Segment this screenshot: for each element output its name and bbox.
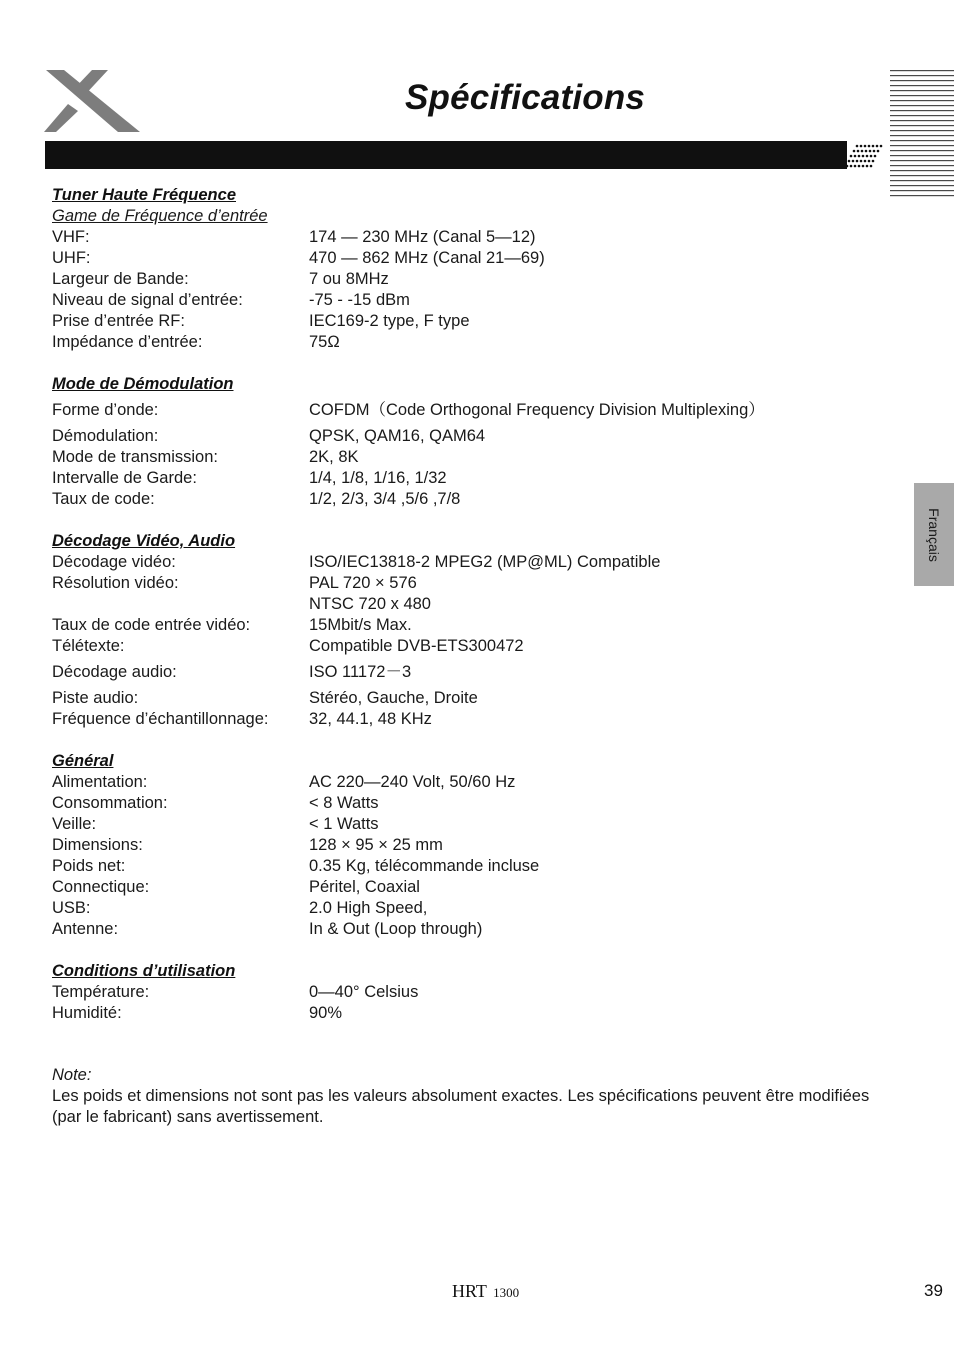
spec-label: Alimentation: [52, 773, 148, 791]
spec-label: Taux de code: [52, 490, 155, 508]
spec-label: Fréquence d’échantillonnage: [52, 710, 269, 728]
spec-row [52, 856, 892, 877]
page-title: Spécifications [405, 78, 646, 117]
spec-label: Mode de transmission: [52, 448, 218, 466]
x-brand-logo-icon [44, 68, 144, 136]
spec-label: Antenne: [52, 920, 119, 938]
spec-row [52, 447, 892, 468]
spec-value: 0.35 Kg, télécommande incluse [309, 857, 540, 875]
spec-value: Compatible DVB-ETS300472 [309, 637, 524, 655]
spec-row [52, 400, 892, 421]
spec-label: Démodulation: [52, 427, 159, 445]
spec-row [52, 877, 892, 898]
spec-row [52, 332, 892, 353]
spec-value: ISO 11172－3 [309, 663, 412, 681]
spec-label: VHF: [52, 228, 90, 246]
spec-row [52, 1003, 892, 1024]
spec-label: Température: [52, 983, 150, 1001]
spec-row [52, 426, 892, 447]
spec-value: NTSC 720 x 480 [309, 595, 431, 613]
spec-row [52, 662, 892, 683]
spec-value: PAL 720 × 576 [309, 574, 417, 592]
section-video-audio [52, 531, 892, 730]
language-tab [914, 483, 954, 586]
spec-row [52, 615, 892, 636]
spec-row [52, 552, 892, 573]
spec-value: < 8 Watts [309, 794, 379, 812]
spec-label: Piste audio: [52, 689, 139, 707]
spec-label: Impédance d’entrée: [52, 333, 203, 351]
spec-label [52, 594, 309, 615]
spec-value: 1/4, 1/8, 1/16, 1/32 [309, 469, 447, 487]
section-general [52, 751, 892, 940]
section-title: Général [52, 752, 114, 770]
spec-content [52, 185, 892, 1045]
spec-label: UHF: [52, 249, 91, 267]
spec-label: Dimensions: [52, 836, 143, 854]
spec-value: -75 - -15 dBm [309, 291, 410, 309]
spec-label: Prise d’entrée RF: [52, 312, 185, 330]
spec-value: 1/2, 2/3, 3/4 ,5/6 ,7/8 [309, 490, 461, 508]
note-text: Les poids et dimensions not sont pas les valeurs absolument exactes. Les spécifications peuvent être modifiées (par le fabricant) sans avertissement. [52, 1087, 870, 1126]
spec-row [52, 269, 892, 290]
spec-row [52, 311, 892, 332]
spec-row [52, 489, 892, 510]
spec-label: Intervalle de Garde: [52, 469, 197, 487]
section-tuner [52, 185, 892, 353]
spec-row [52, 573, 892, 594]
spec-label: Forme d’onde: [52, 401, 159, 419]
spec-value: 174 — 230 MHz (Canal 5—12) [309, 228, 536, 246]
spec-label: Consommation: [52, 794, 168, 812]
spec-value: In & Out (Loop through) [309, 920, 483, 938]
spec-value: Péritel, Coaxial [309, 878, 420, 896]
footer-model [452, 1281, 519, 1302]
spec-label: Résolution vidéo: [52, 574, 179, 592]
spec-row [52, 594, 892, 615]
spec-value: COFDM（Code Orthogonal Frequency Division Multiplexing） [309, 401, 765, 419]
section-title: Décodage Vidéo, Audio [52, 532, 236, 550]
section-title: Tuner Haute Fréquence [52, 186, 236, 204]
spec-value: IEC169-2 type, F type [309, 312, 470, 330]
spec-label: Taux de code entrée vidéo: [52, 616, 251, 634]
spec-label: Niveau de signal d’entrée: [52, 291, 243, 309]
spec-value: 90% [309, 1004, 343, 1022]
spec-row [52, 248, 892, 269]
section-conditions [52, 961, 892, 1024]
language-tab-label: Français [926, 507, 942, 562]
spec-label: Largeur de Bande: [52, 270, 189, 288]
spec-row [52, 814, 892, 835]
spec-value: QPSK, QAM16, QAM64 [309, 427, 486, 445]
spec-row [52, 982, 892, 1003]
spec-value: 128 × 95 × 25 mm [309, 836, 443, 854]
spec-value: 75Ω [309, 333, 340, 351]
spec-row [52, 772, 892, 793]
spec-value: ISO/IEC13818-2 MPEG2 (MP@ML) Compatible [309, 553, 661, 571]
spec-row [52, 227, 892, 248]
model-name: HRT [452, 1281, 487, 1301]
section-title: Mode de Démodulation [52, 375, 234, 393]
spec-row [52, 688, 892, 709]
stripe-decoration [890, 70, 954, 200]
spec-label: Décodage vidéo: [52, 553, 176, 571]
spec-value: AC 220—240 Volt, 50/60 Hz [309, 773, 516, 791]
note-title: Note: [52, 1066, 92, 1084]
spec-value: Stéréo, Gauche, Droite [309, 689, 478, 707]
spec-row [52, 898, 892, 919]
spec-row [52, 290, 892, 311]
spec-value: 2K, 8K [309, 448, 359, 466]
spec-value: 7 ou 8MHz [309, 270, 389, 288]
spec-row [52, 636, 892, 657]
spec-row [52, 793, 892, 814]
model-number: 1300 [493, 1285, 520, 1300]
section-subtitle: Game de Fréquence d’entrée [52, 207, 268, 225]
spec-value: < 1 Watts [309, 815, 379, 833]
spec-value: 15Mbit/s Max. [309, 616, 412, 634]
spec-label: Poids net: [52, 857, 126, 875]
spec-label: Décodage audio: [52, 663, 177, 681]
spec-label: Veille: [52, 815, 97, 833]
spec-row [52, 835, 892, 856]
page-number: 39 [924, 1281, 943, 1300]
spec-label: Télétexte: [52, 637, 125, 655]
spec-value: 2.0 High Speed, [309, 899, 428, 917]
header-bar [45, 141, 847, 169]
spec-value: 32, 44.1, 48 KHz [309, 710, 432, 728]
note-block [52, 1065, 892, 1128]
dot-pattern-decoration [843, 140, 885, 170]
spec-label: USB: [52, 899, 91, 917]
section-title: Conditions d’utilisation [52, 962, 236, 980]
spec-label: Connectique: [52, 878, 150, 896]
section-demodulation [52, 374, 892, 510]
spec-row [52, 709, 892, 730]
spec-row [52, 468, 892, 489]
spec-row [52, 919, 892, 940]
spec-label: Humidité: [52, 1004, 122, 1022]
spec-value: 0—40° Celsius [309, 983, 419, 1001]
spec-value: 470 — 862 MHz (Canal 21—69) [309, 249, 545, 267]
